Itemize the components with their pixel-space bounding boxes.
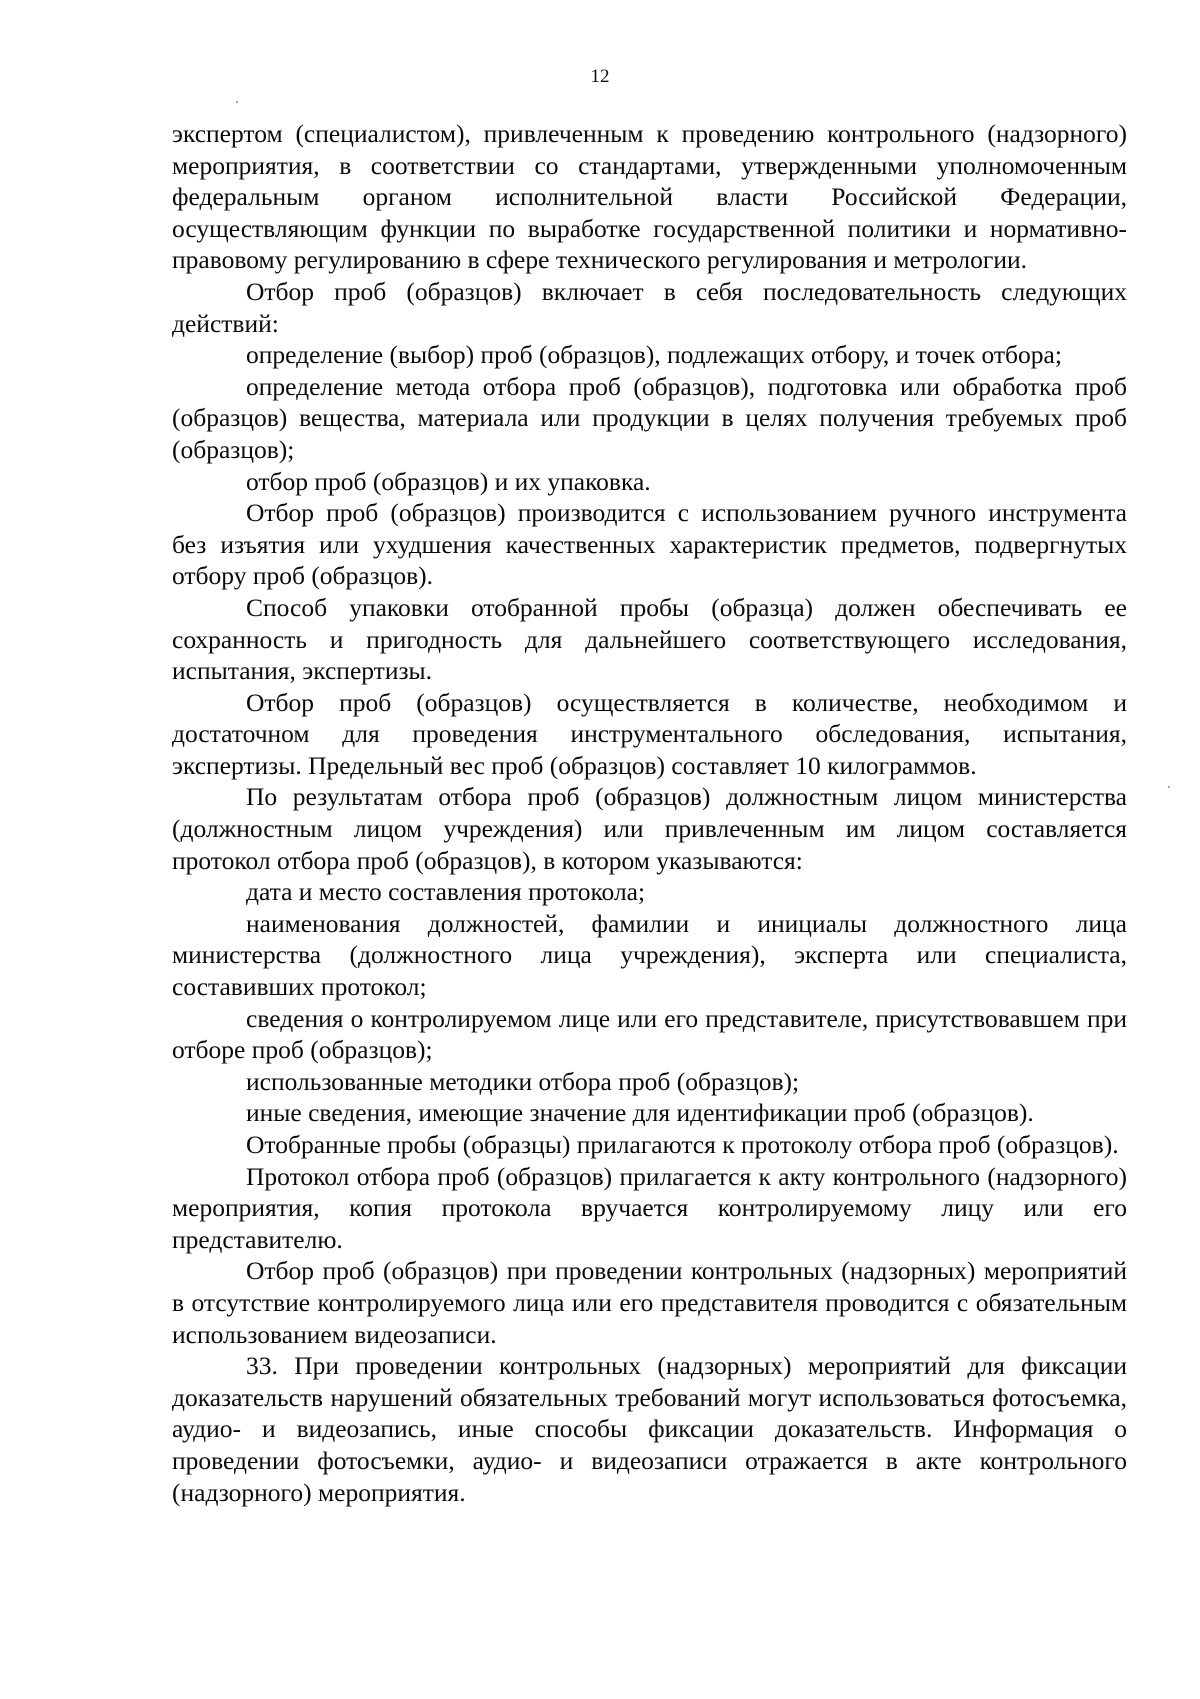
document-body [172, 118, 1127, 1508]
paragraph-6: Отбор проб (образцов) производится с использованием ручного инструмента без изъятия или ухудшения качественных характеристик предметов, подвергнутых отбору проб (образцов). [172, 498, 1127, 591]
scan-speck [1168, 786, 1170, 788]
paragraph-18: 33. При проведении контрольных (надзорных) мероприятий для фиксации доказательств нарушений обязательных требований могут использоваться фотосъемка, аудио- и видеозапись, иные способы фиксации доказательств. Информация о проведении фотосъемки, аудио- и видеозаписи отражается в акте контрольного (надзорного) мероприятия. [172, 1351, 1127, 1507]
paragraph-11: наименования должностей, фамилии и инициалы должностного лица министерства (должностного лица учреждения), эксперта или специалиста, составивших протокол; [172, 908, 1127, 1002]
scan-speck [236, 101, 238, 103]
paragraph-7: Способ упаковки отобранной пробы (образца) должен обеспечивать ее сохранность и пригодность для дальнейшего соответствующего исследования, испытания, экспертизы. [172, 592, 1127, 686]
paragraph-3: определение (выбор) проб (образцов), подлежащих отбору, и точек отбора; [246, 340, 1062, 370]
paragraph-1: экспертом (специалистом), привлеченным к проведению контрольного (надзорного) мероприятия, в соответствии со стандартами, утвержденными уполномоченным федеральным органом исполнительной власти Российской Федерации, осуществляющим функции по выработке государственной политики и нормативно-правовому регулированию в сфере технического регулирования и метрологии. [172, 119, 1127, 275]
paragraph-5: отбор проб (образцов) и их упаковка. [246, 466, 651, 496]
paragraph-15: Отобранные пробы (образцы) прилагаются к протоколу отбора проб (образцов). [246, 1130, 1119, 1159]
paragraph-10: дата и место составления протокола; [246, 877, 646, 907]
page-number: 12 [590, 66, 610, 87]
paragraph-4: определение метода отбора проб (образцов), подготовка или обработка проб (образцов) вещества, материала или продукции в целях получения требуемых проб (образцов); [172, 371, 1127, 464]
paragraph-17: Отбор проб (образцов) при проведении контрольных (надзорных) мероприятий в отсутствие контролируемого лица или его представителя проводится с обязательным использованием видеозаписи. [172, 1256, 1127, 1349]
paragraph-16: Протокол отбора проб (образцов) прилагается к акту контрольного (надзорного) мероприятия, копия протокола вручается контролируемому лицу или его представителю. [172, 1161, 1127, 1254]
paragraph-9: По результатам отбора проб (образцов) должностным лицом министерства (должностным лицом учреждения) или привлеченным им лицом составляется протокол отбора проб (образцов), в котором указываются: [172, 782, 1127, 875]
paragraph-8: Отбор проб (образцов) осуществляется в количестве, необходимом и достаточном для проведения инструментального обследования, испытания, экспертизы. Предельный вес проб (образцов) составляет 10 килограммов. [172, 687, 1127, 780]
paragraph-14: иные сведения, имеющие значение для идентификации проб (образцов). [246, 1098, 1034, 1128]
paragraph-2: Отбор проб (образцов) включает в себя последовательность следующих действий: [172, 276, 1127, 338]
paragraph-13: использованные методики отбора проб (образцов); [246, 1066, 800, 1096]
paragraph-12: сведения о контролируемом лице или его представителе, присутствовавшем при отборе проб (образцов); [172, 1003, 1127, 1065]
